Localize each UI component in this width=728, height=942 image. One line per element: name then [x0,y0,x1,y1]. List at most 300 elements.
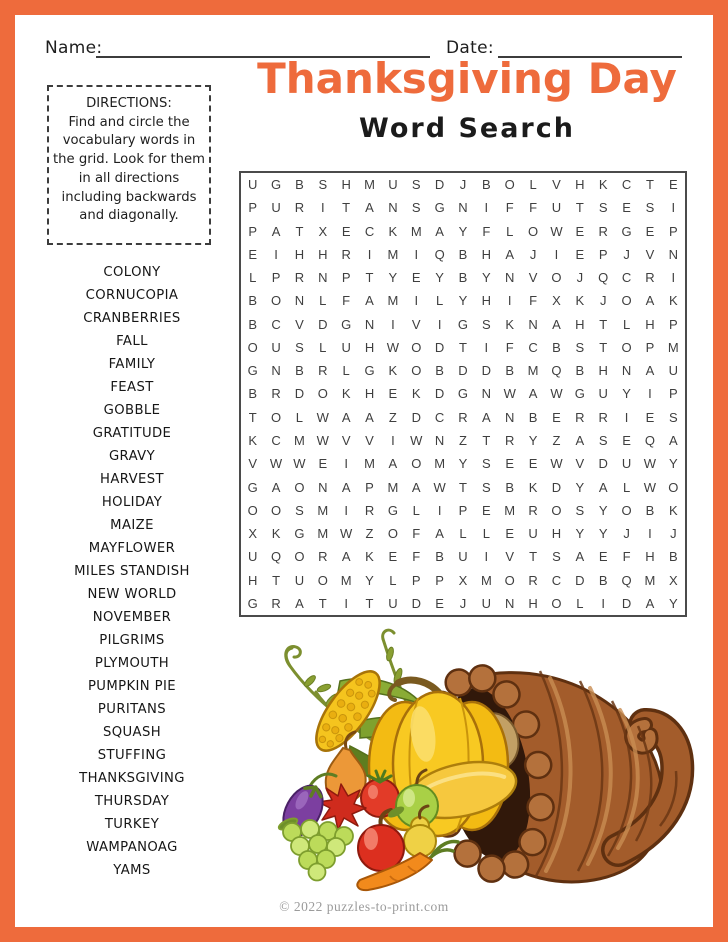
grid-cell: E [411,270,421,286]
word-list-item: GRAVY [108,449,156,464]
grid-cell: D [411,409,421,425]
word-list-item: CRANBERRIES [83,311,181,326]
grid-cell: A [435,223,444,239]
grid-cell: I [391,433,395,449]
grid-cell: A [341,479,351,495]
grid-cell: P [458,502,468,518]
grid-cell: S [411,200,421,216]
grid-cell: C [434,409,445,425]
page-title: Thanksgiving Day [257,54,677,103]
grid-cell: T [365,595,374,611]
grid-cell: L [529,177,537,193]
grid-cell: E [505,526,515,542]
grid-cell: W [550,456,563,472]
grid-cell: P [668,223,678,239]
grid-cell: P [341,270,351,286]
grid-cell: P [411,572,421,588]
grid-cell: S [598,433,608,449]
grid-cell: U [598,386,608,402]
grid-cell: Y [575,526,585,542]
grid-cell: B [505,479,515,495]
grid-cell: R [341,246,351,262]
grid-cell: S [598,200,608,216]
grid-cell: P [435,572,444,588]
grid-cell: J [670,526,677,542]
grid-cell: Z [552,433,561,449]
grid-cell: B [248,293,258,309]
grid-cell: G [247,479,258,495]
grid-cell: V [528,270,538,286]
grid-cell: G [621,223,632,239]
grid-cell: J [623,246,630,262]
grid-cell: O [317,572,328,588]
word-list-item: PUMPKIN PIE [87,679,177,694]
grid-cell: B [248,316,258,332]
grid-cell: B [528,409,538,425]
grid-cell: N [481,386,492,402]
grid-cell: M [387,293,399,309]
grid-cell: O [270,293,282,309]
grid-cell: D [411,595,421,611]
directions-heading: DIRECTIONS: [86,96,172,111]
word-list-item: FAMILY [108,357,156,372]
grid-cell: N [434,433,445,449]
grid-cell: U [294,572,305,588]
grid-cell: T [529,549,538,565]
grid-cell: T [272,572,281,588]
grid-cell: I [274,246,278,262]
grid-cell: Y [435,270,444,286]
grid-cell: W [643,479,657,495]
grid-cell: V [248,456,258,472]
grid-cell: E [388,386,398,402]
grid-cell: T [482,433,491,449]
grid-cell: S [318,177,328,193]
grid-cell: Q [434,246,445,262]
grid-cell: F [412,549,421,565]
grid-cell: O [317,386,328,402]
grid-cell: S [575,339,585,355]
grid-cell: E [505,456,515,472]
grid-cell: F [529,200,538,216]
grid-cell: T [645,177,654,193]
word-list-item: PLYMOUTH [94,656,170,671]
grid-cell: K [598,177,608,193]
grid-cell: X [552,293,561,309]
grid-cell: H [294,246,305,262]
word-list-item: SQUASH [102,725,162,740]
grid-cell: T [599,339,608,355]
grid-cell: Q [644,433,655,449]
grid-cell: A [365,293,374,309]
grid-cell: K [248,433,258,449]
grid-cell: K [668,502,678,518]
grid-cell: M [480,572,492,588]
date-label: Date: [446,38,494,58]
grid-cell: M [364,177,375,193]
grid-cell: D [294,386,305,402]
word-list-item: HARVEST [100,472,164,487]
grid-cell: G [270,177,282,193]
grid-cell: T [575,200,584,216]
grid-cell: D [575,572,585,588]
grid-cell: C [621,270,632,286]
word-list-item: YAMS [113,863,151,878]
grid-cell: M [317,526,329,542]
grid-cell: R [364,502,375,518]
grid-cell: S [575,502,585,518]
grid-cell: B [435,549,444,565]
grid-cell: B [248,386,258,402]
grid-cell: U [247,549,258,565]
grid-cell: E [248,246,258,262]
grid-cell: Y [388,270,398,286]
grid-cell: H [551,526,562,542]
grid-cell: R [528,502,538,518]
grid-cell: R [575,409,585,425]
grid-cell: T [599,316,608,332]
grid-cell: H [575,177,585,193]
grid-cell: F [412,526,421,542]
grid-cell: P [598,246,608,262]
grid-cell: T [295,223,304,239]
grid-cell: O [270,502,282,518]
grid-cell: V [575,456,585,472]
grid-cell: U [621,456,632,472]
grid-cell: P [668,316,678,332]
grid-cell: A [365,200,374,216]
grid-cell: O [551,502,562,518]
grid-cell: W [410,433,423,449]
grid-cell: O [247,502,258,518]
grid-cell: E [552,409,561,425]
grid-cell: M [340,572,352,588]
grid-cell: T [248,409,257,425]
grid-cell: G [457,316,469,332]
grid-cell: R [505,433,515,449]
grid-cell: H [318,246,328,262]
grid-cell: K [341,386,351,402]
grid-cell: Z [459,433,467,449]
grid-cell: J [459,595,467,611]
grid-cell: E [622,433,631,449]
grid-cell: I [367,246,372,262]
grid-cell: I [344,456,348,472]
grid-cell: E [528,456,538,472]
grid-cell: S [482,479,491,495]
grid-cell: S [552,549,561,565]
grid-cell: Y [622,386,631,402]
grid-cell: I [671,200,676,216]
grid-cell: P [271,270,281,286]
grid-cell: E [668,177,678,193]
grid-cell: E [435,595,444,611]
grid-cell: K [411,386,421,402]
grid-cell: O [411,363,422,379]
grid-cell: O [504,572,515,588]
grid-cell: E [622,200,631,216]
grid-cell: J [576,270,584,286]
grid-cell: I [484,339,489,355]
grid-cell: O [621,339,632,355]
grid-cell: L [389,572,397,588]
grid-cell: K [388,363,398,379]
grid-cell: K [575,293,585,309]
grid-cell: O [621,502,632,518]
grid-cell: R [271,595,281,611]
grid-cell: I [391,316,395,332]
grid-cell: U [481,595,492,611]
grid-cell: L [506,223,514,239]
grid-cell: N [364,316,375,332]
name-label: Name: [45,38,103,58]
grid-cell: C [364,223,375,239]
grid-cell: A [645,293,655,309]
grid-cell: O [411,456,422,472]
grid-cell: R [318,363,328,379]
grid-cell: X [458,572,468,588]
grid-cell: H [247,572,258,588]
grid-cell: F [482,223,491,239]
grid-cell: F [622,549,631,565]
grid-cell: P [645,339,655,355]
grid-cell: L [576,595,584,611]
grid-cell: H [364,339,375,355]
grid-cell: N [294,293,305,309]
grid-cell: Y [598,502,608,518]
grid-cell: B [295,363,304,379]
grid-cell: S [645,200,655,216]
grid-cell: S [482,456,491,472]
grid-cell: M [387,479,399,495]
grid-cell: J [623,526,630,542]
directions-body: Find and circle the vocabulary words in the grid. Look for them in all directions including backwards and diagonally. [53,114,205,224]
grid-cell: K [271,526,281,542]
grid-cell: R [271,386,281,402]
grid-cell: J [459,177,467,193]
grid-cell: O [528,223,539,239]
grid-cell: W [269,456,283,472]
grid-cell: P [365,479,374,495]
grid-cell: D [434,177,445,193]
grid-cell: H [645,549,655,565]
grid-cell: V [341,433,351,449]
grid-cell: H [598,363,608,379]
cornucopia-illustration [240,626,704,912]
grid-cell: L [482,526,490,542]
grid-cell: R [598,409,608,425]
grid-cell: O [621,293,632,309]
grid-cell: N [505,270,515,286]
grid-cell: W [316,409,329,425]
grid-cell: V [365,433,374,449]
grid-cell: C [271,316,281,332]
grid-cell: N [271,363,281,379]
grid-cell: A [388,456,398,472]
grid-cell: O [668,479,679,495]
grid-cell: B [552,339,561,355]
grid-cell: M [317,502,329,518]
grid-cell: M [387,246,399,262]
grid-cell: E [388,549,398,565]
grid-cell: D [458,363,468,379]
grid-cell: L [622,316,631,332]
grid-cell: E [598,549,608,565]
grid-cell: S [411,177,421,193]
grid-cell: W [386,339,400,355]
grid-cell: I [624,409,629,425]
grid-cell: E [482,502,491,518]
word-list-item: GRATITUDE [92,426,172,441]
grid-cell: K [528,479,538,495]
grid-cell: L [459,526,467,542]
word-list-item: WAMPANOAG [86,840,178,855]
grid-cell: G [364,363,375,379]
grid-cell: B [668,549,678,565]
grid-cell: N [505,409,515,425]
grid-cell: N [505,595,515,611]
grid-cell: H [481,246,492,262]
grid-cell: A [528,386,538,402]
grid-cell: A [271,223,281,239]
grid-cell: T [342,200,351,216]
grid-cell: B [435,363,444,379]
grid-cell: P [248,223,258,239]
grid-cell: L [295,409,304,425]
grid-cell: B [575,363,585,379]
page-subtitle: Word Search [359,113,575,144]
grid-cell: A [341,409,351,425]
grid-cell: A [598,479,608,495]
grid-cell: U [458,549,468,565]
grid-cell: O [294,549,305,565]
grid-cell: V [411,316,421,332]
grid-cell: R [598,223,608,239]
grid-cell: A [411,479,421,495]
word-list-item: TURKEY [104,817,160,832]
grid-cell: N [318,479,328,495]
grid-cell: Y [458,456,468,472]
grid-cell: W [643,456,657,472]
grid-cell: A [341,549,351,565]
grid-cell: A [645,363,655,379]
grid-cell: N [668,246,678,262]
grid-cell: F [505,200,514,216]
grid-cell: Y [482,270,491,286]
grid-cell: O [551,595,562,611]
grid-cell: I [344,595,348,611]
grid-cell: L [436,293,444,309]
word-list-item: MILES STANDISH [74,564,190,579]
grid-cell: W [550,223,563,239]
grid-cell: R [318,549,328,565]
grape-cluster [277,816,353,880]
grid-cell: O [411,339,422,355]
grid-cell: L [342,363,350,379]
grid-cell: Y [365,572,374,588]
grid-cell: I [437,502,442,518]
grid-cell: E [341,223,351,239]
grid-cell: H [364,386,375,402]
grid-cell: U [668,363,678,379]
grid-cell: C [621,177,632,193]
grid-cell: N [621,363,632,379]
grid-cell: A [575,549,585,565]
grid-cell: Y [598,526,608,542]
grid-cell: W [316,433,329,449]
grid-cell: I [484,200,489,216]
grid-cell: W [550,386,563,402]
grid-cell: T [459,339,467,355]
word-list-item: THANKSGIVING [79,771,185,786]
word-list-item: COLONY [103,265,161,280]
grid-cell: I [344,502,348,518]
grid-cell: D [551,479,562,495]
grid-cell: O [270,409,282,425]
grid-cell: A [271,479,281,495]
grid-cell: U [388,177,398,193]
grid-cell: W [433,479,446,495]
grid-cell: C [551,572,562,588]
grid-cell: N [318,270,328,286]
grid-cell: V [645,246,655,262]
grid-cell: B [505,363,515,379]
grid-cell: B [482,177,491,193]
word-list-item: CORNUCOPIA [85,288,179,303]
grid-cell: S [668,409,678,425]
grid-cell: S [482,316,491,332]
grid-cell: O [387,526,398,542]
grid-cell: K [365,549,374,565]
grid-cell: X [318,223,328,239]
grid-cell: B [598,572,608,588]
grid-cell: Y [458,293,468,309]
grid-cell: R [458,409,468,425]
grid-cell: H [341,177,351,193]
grid-cell: S [295,502,304,518]
grid-cell: V [505,549,515,565]
grid-cell: U [271,339,281,355]
grid-cell: I [648,386,652,402]
grid-cell: E [645,223,655,239]
grid-cell: U [528,526,538,542]
grid-cell: A [365,409,374,425]
grid-cell: D [434,386,445,402]
word-list-item: MAYFLOWER [88,541,176,556]
word-list [36,261,228,882]
grid-cell: D [621,595,632,611]
grid-cell: F [342,293,351,309]
grid-cell: I [414,246,419,262]
word-list-item: HOLIDAY [101,495,163,510]
grid-cell: Z [365,526,374,542]
grid-cell: T [318,595,327,611]
grid-cell: G [341,316,352,332]
grid-cell: R [645,270,655,286]
grid-cell: L [622,479,631,495]
grid-cell: Q [621,572,632,588]
grid-cell: L [412,502,420,518]
grid-cell: P [248,200,258,216]
grid-cell: Z [388,409,397,425]
grid-cell: C [528,339,538,355]
grid-cell: A [645,595,655,611]
grid-cell: H [645,316,655,332]
word-list-item: NEW WORLD [87,587,177,602]
grid-cell: O [504,177,515,193]
grid-cell: U [247,177,258,193]
word-list-item: PURITANS [97,702,167,717]
